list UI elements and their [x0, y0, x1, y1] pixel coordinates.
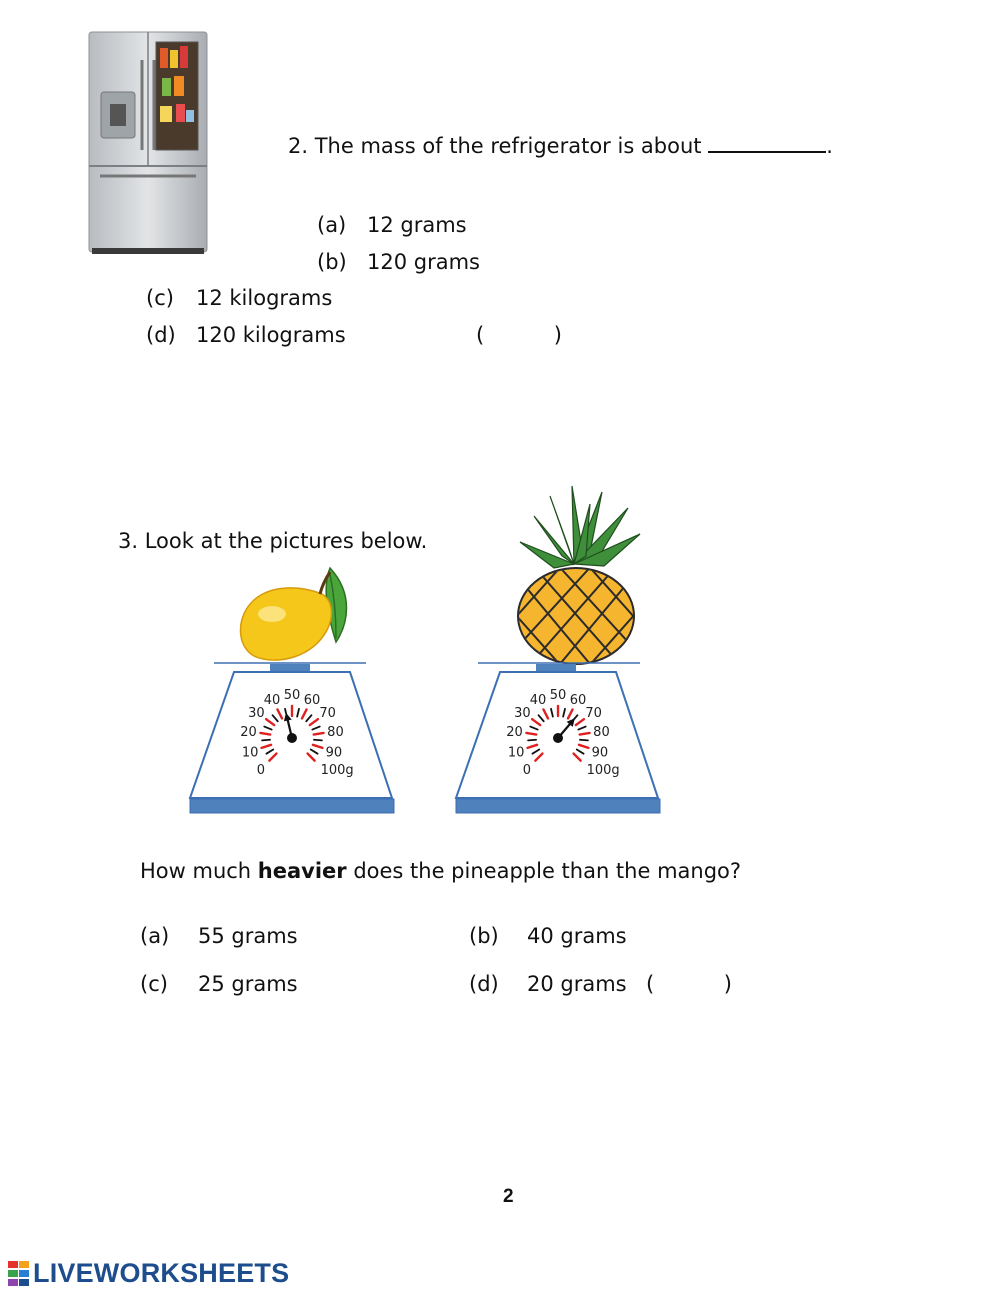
- mango-scale-label-60: 60: [303, 692, 321, 708]
- pineapple-scale-label-90: 90: [591, 745, 609, 761]
- pineapple-scale-label-60: 60: [569, 692, 587, 708]
- liveworksheets-footer: [8, 1258, 289, 1289]
- pineapple-scale-label-40: 40: [529, 692, 547, 708]
- scale-pan-base: [536, 664, 576, 672]
- q3-question: 3. Look at the pictures below.: [118, 529, 428, 553]
- mango-scale-label-20: 20: [240, 725, 257, 741]
- pineapple-scale-tick-85: [580, 740, 588, 741]
- paren-open: (: [646, 972, 655, 996]
- option-letter: (d): [146, 323, 176, 347]
- option-letter: (c): [146, 286, 174, 310]
- pineapple-scale-label-50: 50: [549, 688, 567, 703]
- mango-scale-tick-20: [260, 733, 270, 735]
- prompt-text: How much: [140, 859, 258, 883]
- option-text: 12 grams: [367, 213, 467, 237]
- q2-question: [288, 133, 833, 159]
- liveworksheets-logo-icon: [8, 1261, 30, 1287]
- pineapple-scale-tick-80: [580, 733, 590, 735]
- scale-pan-base: [270, 664, 310, 672]
- mango-scale-tick-85: [314, 740, 322, 741]
- paren-close: ): [723, 972, 732, 996]
- option-text: 20 grams: [527, 972, 627, 996]
- option-text: 120 kilograms: [196, 323, 346, 347]
- pineapple-scale-label-10: 10: [507, 745, 525, 761]
- page-number: 2: [503, 1186, 514, 1207]
- mango-scale-label-70: 70: [319, 706, 336, 722]
- q2-option-b: [317, 249, 480, 275]
- option-text: 55 grams: [198, 924, 298, 948]
- q2-option-d: [146, 322, 346, 348]
- mango-scale-label-10: 10: [241, 745, 259, 761]
- q3-option-d: [469, 971, 627, 997]
- option-letter: (b): [317, 250, 347, 274]
- mango-scale-label-100: 100g: [320, 763, 354, 779]
- refrigerator-image: [86, 30, 210, 258]
- option-text: 120 grams: [367, 250, 480, 274]
- pineapple-scale-label-0: 0: [522, 763, 532, 779]
- option-letter: (a): [317, 213, 347, 237]
- q3-answer-box[interactable]: [646, 971, 732, 997]
- prompt-text: does the pineapple than the mango?: [346, 859, 742, 883]
- q2-option-a: [317, 212, 467, 238]
- pineapple-scale-label-30: 30: [514, 706, 531, 722]
- pineapple-scale-needle-hub: [553, 733, 563, 743]
- q3-option-c: [140, 971, 298, 997]
- pineapple-scale-label-100: 100g: [586, 763, 620, 779]
- scale-base: [190, 799, 394, 813]
- q2-question-text: 2. The mass of the refrigerator is about: [288, 134, 702, 158]
- mango-scale-label-90: 90: [325, 745, 343, 761]
- q3-prompt: [140, 858, 741, 884]
- q2-period: .: [826, 134, 833, 158]
- q2-answer-box[interactable]: [476, 322, 562, 348]
- option-letter: (b): [469, 924, 499, 948]
- option-letter: (d): [469, 972, 499, 996]
- paren-close: ): [553, 323, 562, 347]
- pineapple-scale: [448, 660, 668, 818]
- option-text: 12 kilograms: [196, 286, 333, 310]
- q2-answer-blank[interactable]: [708, 133, 826, 153]
- pineapple-scale-label-70: 70: [585, 706, 602, 722]
- option-text: 40 grams: [527, 924, 627, 948]
- option-text: 25 grams: [198, 972, 298, 996]
- mango-scale-needle-hub: [287, 733, 297, 743]
- mango-scale-tick-80: [314, 733, 324, 735]
- paren-open: (: [476, 323, 485, 347]
- q3-option-b: [469, 923, 627, 949]
- mango-scale: [182, 660, 402, 818]
- option-letter: (c): [140, 972, 168, 996]
- liveworksheets-brand: LIVEWORKSHEETS: [33, 1258, 290, 1288]
- q3-option-a: [140, 923, 298, 949]
- mango-scale-label-0: 0: [256, 763, 266, 779]
- pineapple-scale-label-80: 80: [593, 725, 610, 741]
- pineapple-scale-tick-20: [526, 733, 536, 735]
- prompt-bold-text: heavier: [257, 859, 347, 883]
- mango-scale-tick-15: [262, 740, 270, 741]
- mango-scale-label-30: 30: [248, 706, 265, 722]
- scale-base: [456, 799, 660, 813]
- q2-option-c: [146, 285, 332, 311]
- option-letter: (a): [140, 924, 170, 948]
- pineapple-image: [510, 486, 645, 668]
- mango-scale-label-80: 80: [327, 725, 344, 741]
- mango-scale-label-40: 40: [263, 692, 281, 708]
- pineapple-scale-tick-15: [528, 740, 536, 741]
- pineapple-scale-label-20: 20: [506, 725, 523, 741]
- mango-image: [232, 564, 360, 666]
- mango-scale-label-50: 50: [283, 688, 301, 703]
